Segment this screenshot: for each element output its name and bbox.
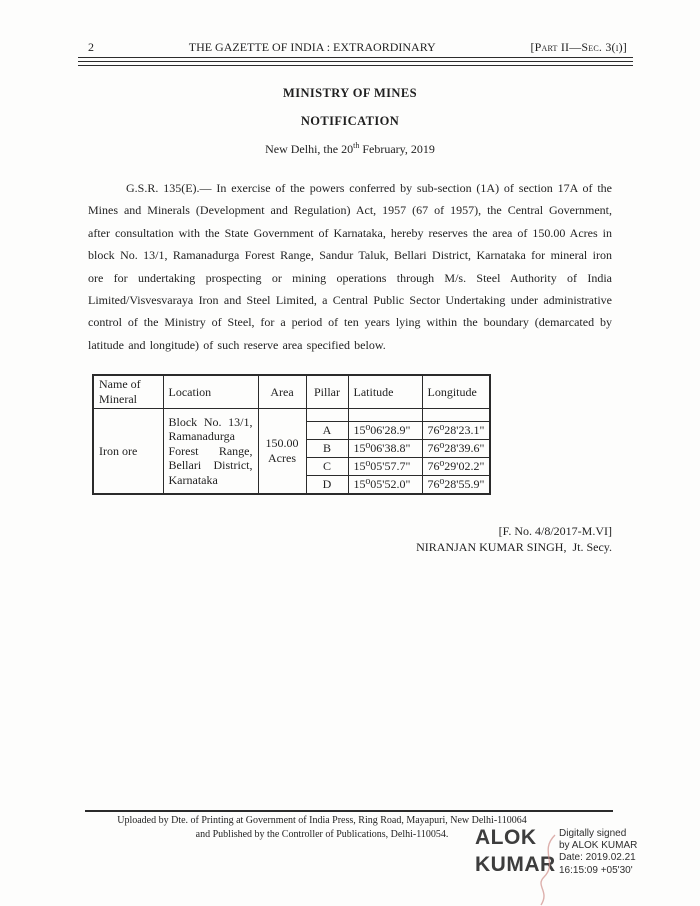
table-header-row xyxy=(93,375,490,409)
notification-heading: NOTIFICATION xyxy=(300,114,400,128)
latitude-cell: 15⁰05'57.7" xyxy=(348,458,422,476)
dateline-suffix: February, 2019 xyxy=(359,142,435,156)
signature-detail-line: by ALOK KUMAR xyxy=(559,840,638,852)
dateline xyxy=(0,142,700,157)
footer-line-2: and Published by the Controller of Publications, Delhi-110054. xyxy=(195,828,449,840)
pillar-cell: C xyxy=(306,458,348,476)
header-row xyxy=(78,40,633,58)
col-header-area: Area xyxy=(258,375,306,409)
mineral-cell: Iron ore xyxy=(93,409,163,495)
file-number: [F. No. 4/8/2017-M.VI] xyxy=(498,524,612,538)
footer-line-1: Uploaded by Dte. of Printing at Government of India Press, Ring Road, Mayapuri, New Delhi-110064 xyxy=(117,815,527,826)
latitude-cell: 15⁰06'38.8" xyxy=(348,440,422,458)
col-header-longitude: Longitude xyxy=(422,375,490,409)
pillar-cell: B xyxy=(306,440,348,458)
signature-detail-line: 16:15:09 +05'30' xyxy=(559,864,633,876)
col-header-name-of-mineral: Name of Mineral xyxy=(93,375,163,409)
signatory-name: NIRANJAN KUMAR SINGH, Jt. Secy. xyxy=(416,539,612,554)
area-cell: 150.00 Acres xyxy=(258,409,306,495)
latitude-cell: 15⁰05'52.0" xyxy=(348,476,422,495)
signature-name-line-2: KUMAR xyxy=(475,853,556,876)
signature-detail-line: Date: 2019.02.21 xyxy=(559,852,636,864)
longitude-cell: 76⁰29'02.2" xyxy=(422,458,490,476)
digital-signature-details xyxy=(559,828,637,877)
footer-rule xyxy=(85,810,613,812)
col-header-latitude: Latitude xyxy=(348,375,422,409)
signoff-block xyxy=(416,524,612,555)
dateline-prefix: New Delhi, the 20 xyxy=(265,142,354,156)
notification-body: G.S.R. 135(E).— In exercise of the powers conferred by sub-section (1A) of section 17A of the Mines and Minerals (Development and Regulation) Act, 1957 (67 of 1957), the Central Government, after consultation with the State Government of Karnataka, hereby reserves the area of 150.00 Acres in block No. 13/1, Ramanadurga Forest Range, Sandur Taluk, Bellari District, Karnataka for mineral iron ore for undertaking prospecting or mining operations through M/s. Steel Authority of India Limited/Visvesvaraya Iron and Steel Limited, a Central Public Sector Undertaking under administrative control of the Ministry of Steel, for a period of ten years lying within the boundary (demarcated by latitude and longitude) of such reserve area specified below. xyxy=(88,181,612,352)
longitude-cell: 76⁰28'39.6" xyxy=(422,440,490,458)
longitude-cell: 76⁰28'23.1" xyxy=(422,422,490,440)
part-section-label: [Part II—Sec. 3(i)] xyxy=(530,40,627,54)
header-double-rule xyxy=(78,61,633,66)
pillar-cell xyxy=(306,409,348,422)
page-header xyxy=(78,40,633,66)
location-cell: Block No. 13/1, Ramanadurga Forest Range, Bellari District, Karnataka xyxy=(163,409,258,495)
dateline-superscript: th xyxy=(353,141,360,150)
longitude-cell: 76⁰28'55.9" xyxy=(422,476,490,495)
signature-name-line-1: ALOK xyxy=(475,826,537,849)
latitude-cell xyxy=(348,409,422,422)
pillar-cell: A xyxy=(306,422,348,440)
signature-detail-line: Digitally signed xyxy=(559,828,627,839)
ministry-heading: MINISTRY OF MINES xyxy=(283,86,417,100)
latitude-cell: 15⁰06'28.9" xyxy=(348,422,422,440)
pillar-cell: D xyxy=(306,476,348,495)
page-number: 2 xyxy=(88,40,94,54)
longitude-cell xyxy=(422,409,490,422)
coordinates-table xyxy=(92,374,491,495)
col-header-location: Location xyxy=(163,375,258,409)
col-header-pillar: Pillar xyxy=(306,375,348,409)
table-row xyxy=(93,409,490,422)
gazette-title: THE GAZETTE OF INDIA : EXTRAORDINARY xyxy=(188,40,436,54)
